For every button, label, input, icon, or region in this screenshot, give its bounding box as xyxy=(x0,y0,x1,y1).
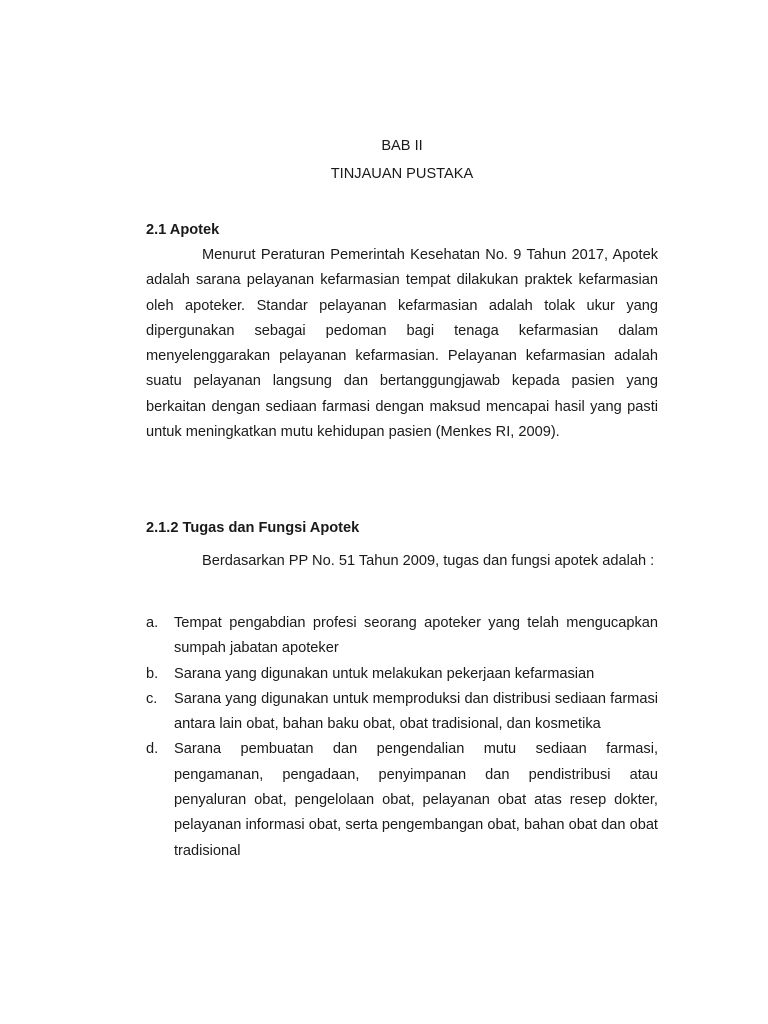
list-marker: d. xyxy=(146,741,159,758)
chapter-number: BAB II xyxy=(381,138,423,154)
list-marker: b. xyxy=(146,665,159,682)
list-item xyxy=(146,737,658,863)
apotek-paragraph-text: Menurut Peraturan Pemerintah Kesehatan No. 9 Tahun 2017, Apotek adalah sarana pelayanan kefarmasian tempat dilakukan praktek kefarmasian oleh apoteker. Standar pelayanan kefarmasian adalah tolak ukur yang dipergunakan sebagai pedoman bagi tenaga kefarmasian dalam menyelenggarakan pelayanan kefarmasian. Pelayanan kefarmasian adalah suatu pelayanan langsung dan bertanggungjawab kepada pasien yang berkaitan dengan sediaan farmasi dengan maksud mencapai hasil yang pasti untuk meningkatkan mutu kehidupan pasien (Menkes RI, 2009). xyxy=(146,247,658,441)
section-heading-apotek: 2.1 Apotek xyxy=(146,222,220,238)
chapter-title: TINJAUAN PUSTAKA xyxy=(330,166,474,182)
apotek-paragraph xyxy=(146,243,658,445)
list-marker: c. xyxy=(146,690,158,707)
list-marker: a. xyxy=(146,615,159,631)
list-item-text: Sarana pembuatan dan pengendalian mutu sediaan farmasi, pengamanan, pengadaan, penyimpanan dan pendistribusi atau penyaluran obat, pengelolaan obat, pelayanan obat atas resep dokter, pelayanan informasi obat, serta pengembangan obat, bahan obat dan obat tradisional xyxy=(174,741,658,859)
list-item-text: Tempat pengabdian profesi seorang apoteker yang telah mengucapkan sumpah jabatan apoteker xyxy=(174,615,658,657)
list-item xyxy=(146,662,658,687)
list-item xyxy=(146,611,658,662)
tugas-intro-paragraph xyxy=(146,549,658,574)
list-item-text: Sarana yang digunakan untuk melakukan pekerjaan kefarmasian xyxy=(174,665,595,682)
tugas-list xyxy=(146,611,658,864)
list-item-text: Sarana yang digunakan untuk memproduksi dan distribusi sediaan farmasi antara lain obat, bahan baku obat, obat tradisional, dan kosmetika xyxy=(174,690,658,733)
list-item xyxy=(146,687,658,738)
tugas-intro-text: Berdasarkan PP No. 51 Tahun 2009, tugas dan fungsi apotek adalah : xyxy=(202,553,655,569)
section-heading-tugas: 2.1.2 Tugas dan Fungsi Apotek xyxy=(146,520,360,536)
